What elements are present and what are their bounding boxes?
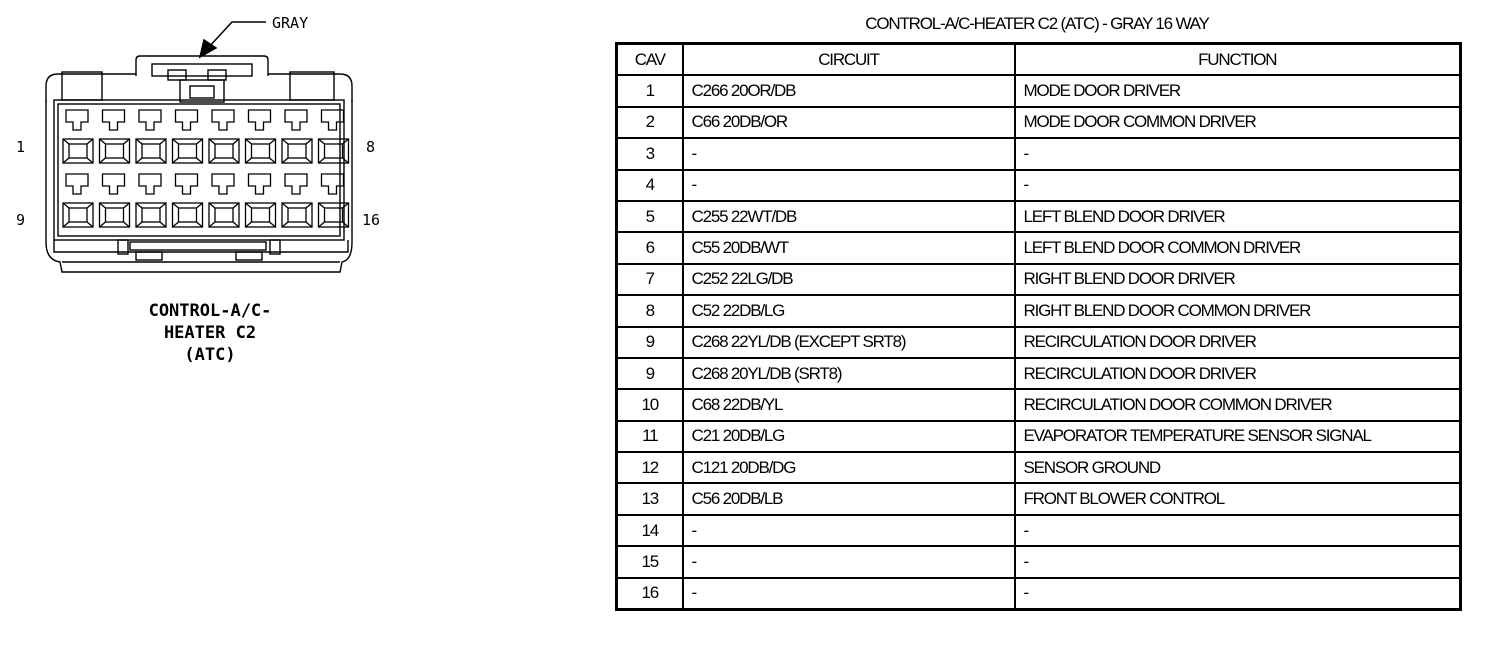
table-row: [617, 232, 1461, 263]
cavity: [173, 110, 203, 163]
connector-name: [110, 300, 310, 366]
function-cell: FRONT BLOWER CONTROL: [1015, 483, 1461, 514]
circuit-cell: C255 22WT/DB: [683, 201, 1015, 232]
cavity: [246, 174, 276, 227]
table-row: [617, 170, 1461, 201]
table-row: [617, 483, 1461, 514]
circuit-cell: -: [683, 138, 1015, 169]
cav-cell: 3: [617, 138, 683, 169]
circuit-cell: C21 20DB/LG: [683, 421, 1015, 452]
cav-cell: 13: [617, 483, 683, 514]
table-row: [617, 201, 1461, 232]
cav-cell: 14: [617, 515, 683, 546]
cav-cell: 7: [617, 264, 683, 295]
cav-cell: 12: [617, 452, 683, 483]
circuit-cell: C266 20OR/DB: [683, 75, 1015, 106]
cav-cell: 1: [617, 75, 683, 106]
table-row: [617, 295, 1461, 326]
cavity: [209, 110, 239, 163]
function-cell: EVAPORATOR TEMPERATURE SENSOR SIGNAL: [1015, 421, 1461, 452]
cav-cell: 11: [617, 421, 683, 452]
function-cell: -: [1015, 515, 1461, 546]
function-cell: RIGHT BLEND DOOR COMMON DRIVER: [1015, 295, 1461, 326]
cavity: [173, 174, 203, 227]
cavity: [282, 110, 312, 163]
circuit-cell: C68 22DB/YL: [683, 389, 1015, 420]
cav-cell: 10: [617, 389, 683, 420]
function-cell: SENSOR GROUND: [1015, 452, 1461, 483]
cavity: [209, 174, 239, 227]
table-header-row: [617, 44, 1461, 76]
connector-name-line-3: (ATC): [184, 345, 236, 365]
cavity: [100, 174, 130, 227]
cavity: [63, 110, 93, 163]
table-row: [617, 327, 1461, 358]
cav-cell: 16: [617, 578, 683, 610]
circuit-cell: C52 22DB/LG: [683, 295, 1015, 326]
cav-cell: 9: [617, 358, 683, 389]
connector-color-label: GRAY: [272, 14, 309, 32]
circuit-cell: -: [683, 578, 1015, 610]
table-row: [617, 389, 1461, 420]
cavity: [282, 174, 312, 227]
connector-name-line-2: HEATER C2: [163, 323, 257, 343]
header-function: FUNCTION: [1015, 44, 1461, 76]
function-cell: LEFT BLEND DOOR DRIVER: [1015, 201, 1461, 232]
function-cell: RIGHT BLEND DOOR DRIVER: [1015, 264, 1461, 295]
pin-label-bottom-right: 16: [362, 211, 381, 229]
circuit-cell: C121 20DB/DG: [683, 452, 1015, 483]
function-cell: RECIRCULATION DOOR COMMON DRIVER: [1015, 389, 1461, 420]
cav-cell: 6: [617, 232, 683, 263]
cav-cell: 5: [617, 201, 683, 232]
table-row: [617, 75, 1461, 106]
cavity: [100, 110, 130, 163]
pinout-table: [615, 42, 1462, 611]
circuit-cell: C56 20DB/LB: [683, 483, 1015, 514]
function-cell: MODE DOOR COMMON DRIVER: [1015, 107, 1461, 138]
header-circuit: CIRCUIT: [683, 44, 1015, 76]
connector-name-line-1: CONTROL-A/C-: [148, 301, 272, 321]
table-row: [617, 421, 1461, 452]
function-cell: -: [1015, 546, 1461, 577]
cav-cell: 15: [617, 546, 683, 577]
cav-cell: 8: [617, 295, 683, 326]
cavity: [63, 174, 93, 227]
table-row: [617, 107, 1461, 138]
circuit-cell: -: [683, 170, 1015, 201]
header-cav: CAV: [617, 44, 683, 76]
circuit-cell: -: [683, 515, 1015, 546]
circuit-cell: C252 22LG/DB: [683, 264, 1015, 295]
connector-cavities: [63, 110, 349, 227]
cavity: [136, 110, 166, 163]
table-row: [617, 264, 1461, 295]
table-row: [617, 452, 1461, 483]
circuit-cell: C268 20YL/DB (SRT8): [683, 358, 1015, 389]
function-cell: RECIRCULATION DOOR DRIVER: [1015, 327, 1461, 358]
cavity: [246, 110, 276, 163]
function-cell: -: [1015, 170, 1461, 201]
function-cell: -: [1015, 578, 1461, 610]
circuit-cell: C268 22YL/DB (EXCEPT SRT8): [683, 327, 1015, 358]
table-row: [617, 358, 1461, 389]
connector-diagram: [0, 0, 600, 656]
callout-arrow: [200, 22, 266, 57]
circuit-cell: C66 20DB/OR: [683, 107, 1015, 138]
circuit-cell: -: [683, 546, 1015, 577]
cav-cell: 9: [617, 327, 683, 358]
pin-label-top-right: 8: [366, 138, 376, 156]
function-cell: MODE DOOR DRIVER: [1015, 75, 1461, 106]
cavity: [136, 174, 166, 227]
function-cell: RECIRCULATION DOOR DRIVER: [1015, 358, 1461, 389]
pin-label-bottom-left: 9: [16, 211, 26, 229]
circuit-cell: C55 20DB/WT: [683, 232, 1015, 263]
table-row: [617, 578, 1461, 610]
connector-body: [46, 56, 352, 272]
pin-label-top-left: 1: [16, 138, 26, 156]
cav-cell: 4: [617, 170, 683, 201]
table-row: [617, 546, 1461, 577]
table-row: [617, 138, 1461, 169]
function-cell: -: [1015, 138, 1461, 169]
function-cell: LEFT BLEND DOOR COMMON DRIVER: [1015, 232, 1461, 263]
table-row: [617, 515, 1461, 546]
cav-cell: 2: [617, 107, 683, 138]
table-title: CONTROL-A/C-HEATER C2 (ATC) - GRAY 16 WAY: [865, 14, 1209, 33]
